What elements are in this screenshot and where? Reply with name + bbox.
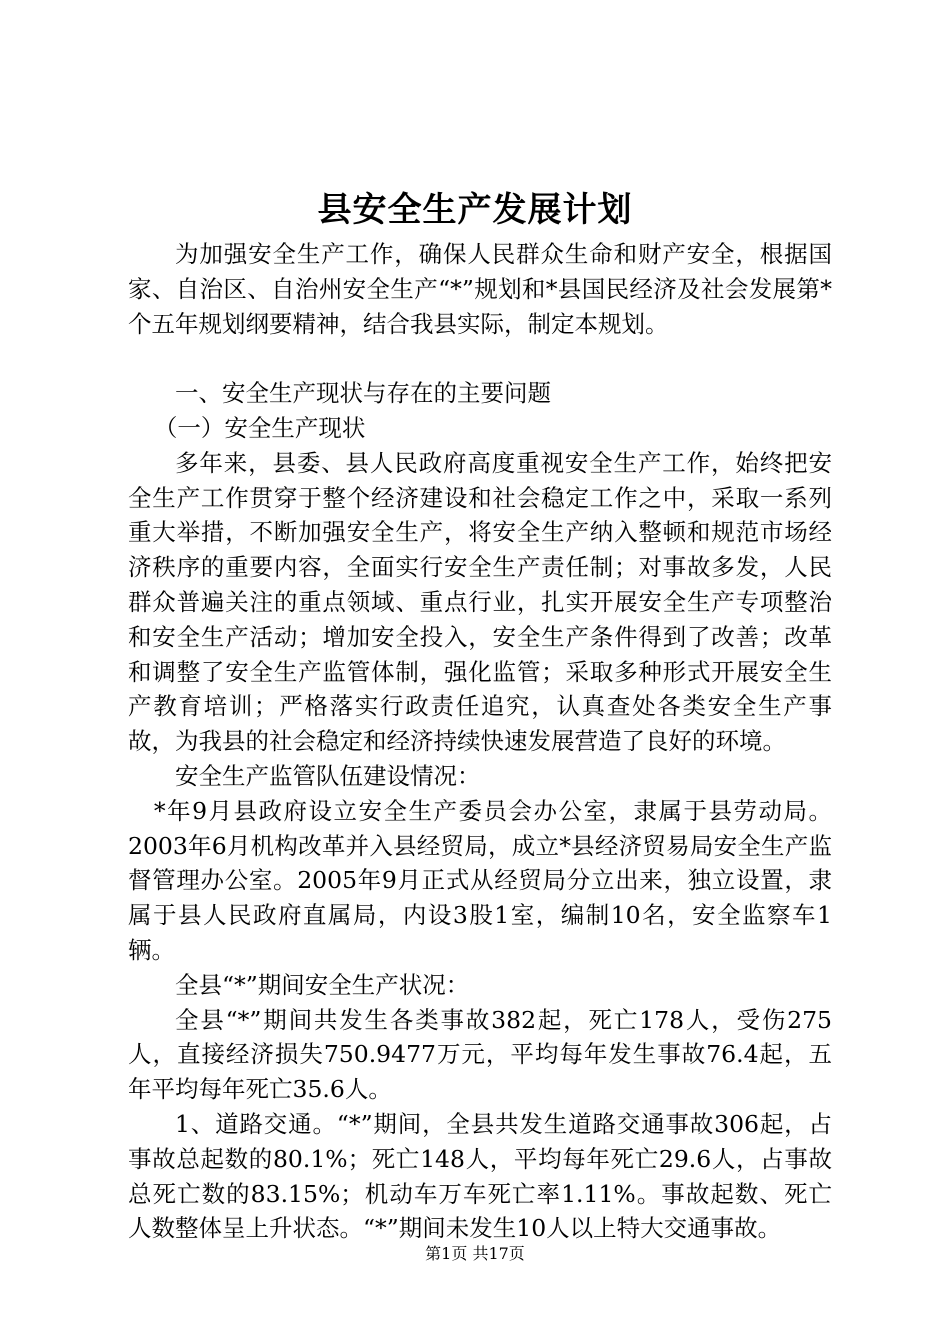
statistics-paragraph: 全县“*”期间共发生各类事故382起，死亡178人，受伤275人，直接经济损失750.9477万元，平均每年发生事故76.4起，五年平均每年死亡35.6人。 xyxy=(128,1005,832,1104)
page-footer: 第1页 共17页 xyxy=(425,1244,525,1263)
document-title: 县安全生产发展计划 xyxy=(317,190,633,230)
section-heading: 一、安全生产现状与存在的主要问题 xyxy=(175,379,551,408)
status-paragraph: 多年来，县委、县人民政府高度重视安全生产工作，始终把安全生产工作贯穿于整个经济建设和社会稳定工作之中，采取一系列重大举措，不断加强安全生产，将安全生产纳入整顿和规范市场经济秩序的重要内容，全面实行安全生产责任制；对事故多发，人民群众普遍关注的重点领域、重点行业，扎实开展安全生产专项整治和安全生产活动；增加安全投入，安全生产条件得到了改善；改革和调整了安全生产监管体制，强化监管；采取多种形式开展安全生产教育培训；严格落实行政责任追究，认真查处各类安全生产事故，为我县的社会稳定和经济持续快速发展营造了良好的环境。 xyxy=(128,448,832,756)
subsection-heading: （一）安全生产现状 xyxy=(153,413,366,442)
traffic-paragraph: 1、道路交通。“*”期间，全县共发生道路交通事故306起，占事故总起数的80.1%；死亡148人，平均每年死亡29.6人，占事故总死亡数的83.15%；机动车万车死亡率1.11%。事故起数、死亡人数整体呈上升状态。“*”期间未发生10人以上特大交通事故。 xyxy=(128,1109,832,1243)
team-heading: 安全生产监管队伍建设情况： xyxy=(175,761,481,790)
team-paragraph: *年9月县政府设立安全生产委员会办公室，隶属于县劳动局。2003年6月机构改革并入县经贸局，成立*县经济贸易局安全生产监督管理办公室。2005年9月正式从经贸局分立出来，独立设置，隶属于县人民政府直属局，内设3股1室，编制10名，安全监察车1辆。 xyxy=(128,796,832,964)
period-heading: 全县“*”期间安全生产状况： xyxy=(175,970,470,999)
document-body xyxy=(128,237,832,1246)
intro-paragraph: 为加强安全生产工作，确保人民群众生命和财产安全，根据国家、自治区、自治州安全生产“*”规划和*县国民经济及社会发展第*个五年规划纲要精神，结合我县实际，制定本规划。 xyxy=(128,240,832,338)
